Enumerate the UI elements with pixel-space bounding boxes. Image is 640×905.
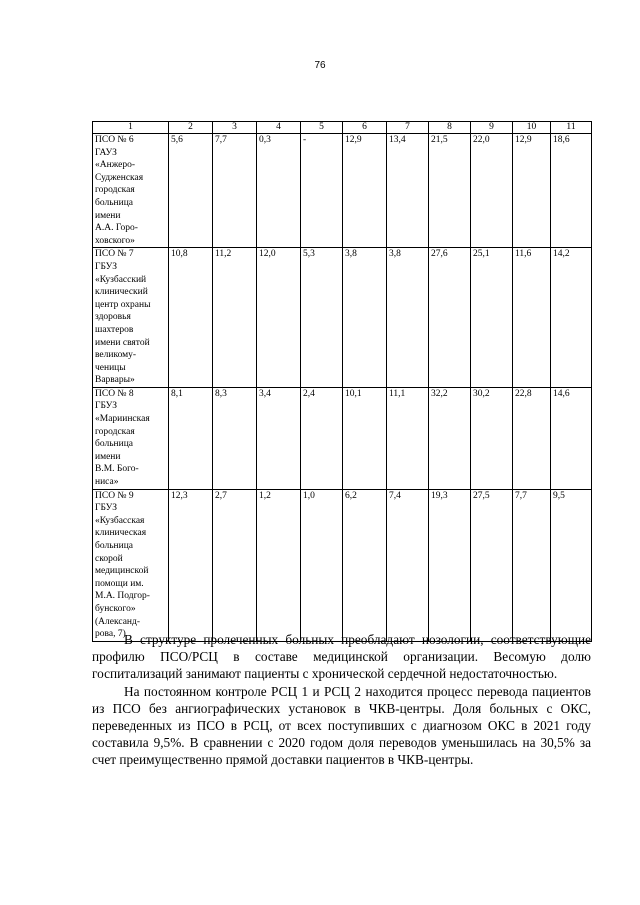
facility-name-line: «Мариинская [95, 414, 150, 425]
value-cell: 10,1 [343, 387, 387, 489]
column-header: 3 [213, 122, 257, 134]
value-cell: 25,1 [471, 248, 513, 388]
facility-name-line: имени [95, 451, 121, 462]
column-header: 5 [301, 122, 343, 134]
facility-name-line: больница [95, 541, 133, 551]
table-row [93, 248, 592, 388]
facility-name-line: центр охраны [95, 299, 151, 310]
column-header: 10 [513, 122, 551, 134]
value-cell: 12,9 [513, 134, 551, 248]
facility-name-line: клиническая [95, 528, 147, 539]
facility-name-line: городская [95, 185, 135, 196]
facility-name-line: ГБУЗ [95, 261, 117, 272]
body-text [92, 631, 591, 769]
value-cell: 12,3 [169, 489, 213, 641]
value-cell: 11,6 [513, 248, 551, 388]
value-cell: 27,6 [429, 248, 471, 388]
value-cell: 13,4 [387, 134, 429, 248]
value-cell: 1,0 [301, 489, 343, 641]
facility-name-line: ховского» [95, 235, 135, 246]
facility-name-line: ниса» [95, 477, 119, 488]
column-header: 8 [429, 122, 471, 134]
facility-name-line: (Александ- [95, 616, 140, 627]
statistics-table [92, 121, 592, 642]
facility-name-line: ПСО № 8 [95, 388, 134, 399]
facility-name-line: шахтеров [95, 324, 134, 335]
table-row [93, 134, 592, 248]
facility-name-line: здоровья [95, 312, 131, 323]
facility-name-line: скорой [95, 553, 123, 564]
facility-name-line: «Кузбасский [95, 274, 147, 285]
facility-name-line: «Кузбасская [95, 515, 145, 526]
facility-name-line: имени [95, 210, 121, 221]
value-cell: 22,8 [513, 387, 551, 489]
value-cell: 30,2 [471, 387, 513, 489]
table-header-row [93, 122, 592, 134]
facility-name-line: Судженская [95, 172, 144, 183]
value-cell: 8,1 [169, 387, 213, 489]
facility-name-cell [93, 248, 169, 388]
value-cell: 8,3 [213, 387, 257, 489]
facility-name-line: городская [95, 426, 135, 437]
value-cell: 11,1 [387, 387, 429, 489]
value-cell: 32,2 [429, 387, 471, 489]
value-cell: 7,7 [513, 489, 551, 641]
column-header: 2 [169, 122, 213, 134]
value-cell: 2,7 [213, 489, 257, 641]
facility-name-line: ПСО № 7 [95, 249, 134, 260]
value-cell: 1,2 [257, 489, 301, 641]
value-cell: 3,8 [343, 248, 387, 388]
value-cell: - [301, 134, 343, 248]
column-header: 1 [93, 122, 169, 134]
page-number: 76 [314, 60, 326, 71]
value-cell: 5,6 [169, 134, 213, 248]
facility-name-line: имени святой [95, 337, 150, 348]
facility-name-line: «Анжеро- [95, 160, 136, 171]
facility-name-cell [93, 489, 169, 641]
facility-name-line: М.А. Подгор- [95, 591, 150, 602]
column-header: 4 [257, 122, 301, 134]
value-cell: 12,9 [343, 134, 387, 248]
value-cell: 14,2 [551, 248, 592, 388]
value-cell: 19,3 [429, 489, 471, 641]
facility-name-cell [93, 134, 169, 248]
value-cell: 10,8 [169, 248, 213, 388]
value-cell: 14,6 [551, 387, 592, 489]
column-header: 9 [471, 122, 513, 134]
value-cell: 3,4 [257, 387, 301, 489]
facility-name-line: А.А. Горо- [95, 223, 138, 234]
value-cell: 27,5 [471, 489, 513, 641]
facility-name-line: бунского» [95, 603, 136, 614]
facility-name-line: помощи им. [95, 578, 144, 589]
facility-name-line: рова, 7) [95, 629, 126, 640]
value-cell: 7,7 [213, 134, 257, 248]
value-cell: 2,4 [301, 387, 343, 489]
value-cell: 3,8 [387, 248, 429, 388]
facility-name-line: ГАУЗ [95, 147, 117, 158]
facility-name-line: клинический [95, 287, 148, 298]
facility-name-line: Варвары» [95, 375, 135, 386]
paragraph: В структуре пролеченных больных преобладают нозологии, соответствующие профилю ПСО/РСЦ в составе медицинской организации. Весомую долю госпитализаций занимают пациенты с хронической сердечной недостаточностью. [92, 632, 591, 682]
value-cell: 12,0 [257, 248, 301, 388]
facility-name-cell [93, 387, 169, 489]
facility-name-line: больница [95, 439, 133, 450]
table-row [93, 387, 592, 489]
column-header: 6 [343, 122, 387, 134]
value-cell: 6,2 [343, 489, 387, 641]
facility-name-line: ПСО № 6 [95, 135, 134, 145]
facility-name-line: ченицы [95, 362, 126, 373]
facility-name-line: В.М. Бого- [95, 464, 139, 475]
facility-name-line: великому- [95, 350, 137, 361]
facility-name-line: ПСО № 9 [95, 490, 134, 501]
facility-name-line: больница [95, 197, 133, 208]
value-cell: 5,3 [301, 248, 343, 388]
column-header: 11 [551, 122, 592, 134]
value-cell: 0,3 [257, 134, 301, 248]
value-cell: 22,0 [471, 134, 513, 248]
facility-name-line: ГБУЗ [95, 401, 117, 412]
value-cell: 11,2 [213, 248, 257, 388]
paragraph: На постоянном контроле РСЦ 1 и РСЦ 2 находится процесс перевода пациентов из ПСО без ангиографических установок в ЧКВ-центры. Доля больных с ОКС, переведенных из ПСО в РСЦ, от всех поступивших с диагнозом ОКС в 2021 году составила 9,5%. В сравнении с 2020 годом доля переводов уменьшилась на 30,5% за счет преимущественно прямой доставки пациентов в ЧКВ-центры. [92, 683, 591, 768]
facility-name-line: медицинской [95, 566, 149, 577]
value-cell: 21,5 [429, 134, 471, 248]
value-cell: 7,4 [387, 489, 429, 641]
facility-name-line: ГБУЗ [95, 503, 117, 514]
table-row [93, 489, 592, 641]
column-header: 7 [387, 122, 429, 134]
value-cell: 9,5 [551, 489, 592, 641]
value-cell: 18,6 [551, 134, 592, 248]
